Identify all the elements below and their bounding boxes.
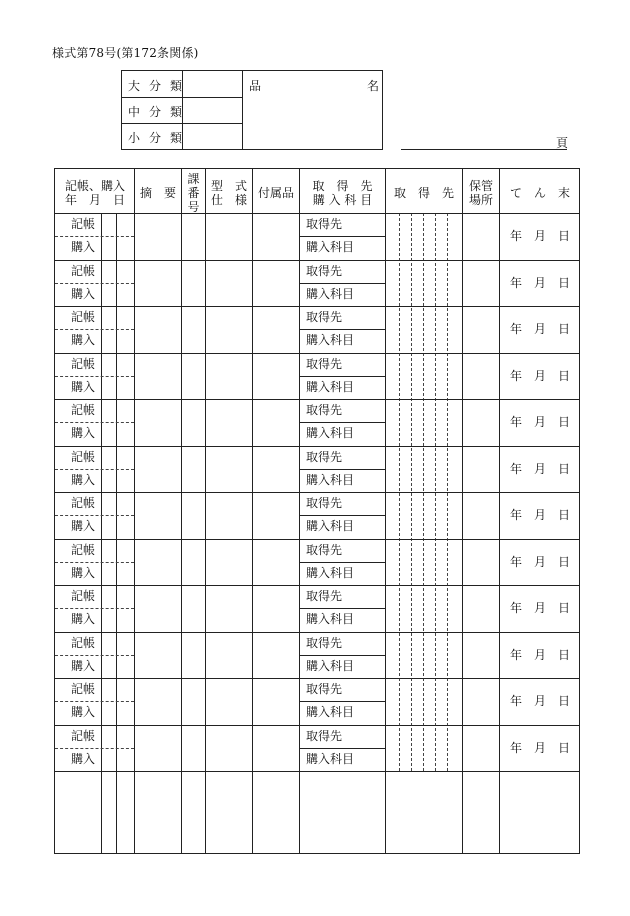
column-rule — [181, 169, 182, 853]
column-rule — [116, 213, 117, 853]
cell-purchase: 購入 — [71, 240, 96, 254]
col-section-no-1: 課 — [187, 172, 200, 186]
cell-purchase-account: 購入科目 — [306, 286, 355, 301]
cell-acquired-from: 取得先 — [306, 403, 343, 417]
row-mid-dashed-rule — [55, 655, 134, 656]
col-record-purchase-top: 記帳、購入 — [64, 179, 125, 193]
cell-record: 記帳 — [71, 496, 96, 510]
header-rule — [55, 213, 579, 214]
col-storage-top: 保管 — [468, 179, 493, 193]
cell-date: 年 月 日 — [509, 368, 570, 383]
ledger-grid — [54, 168, 580, 854]
cell-date: 年 月 日 — [509, 601, 570, 615]
cell-date: 年 月 日 — [509, 554, 570, 569]
row-rule — [55, 446, 579, 447]
cell-record: 記帳 — [71, 310, 96, 324]
row-mid-dashed-rule — [55, 515, 134, 516]
cell-date: 年 月 日 — [509, 229, 570, 243]
column-rule — [299, 169, 300, 853]
cell-purchase: 購入 — [71, 658, 96, 673]
cell-record: 記帳 — [71, 682, 96, 696]
row-rule — [55, 632, 579, 633]
cell-purchase-account: 購入科目 — [306, 472, 355, 487]
cell-purchase-account: 購入科目 — [306, 751, 355, 766]
cell-acquired-from: 取得先 — [306, 589, 343, 603]
row-mid-dashed-rule — [55, 236, 134, 237]
row-mid-dashed-rule — [55, 329, 134, 330]
row-rule — [55, 353, 579, 354]
cell-purchase-account: 購入科目 — [306, 426, 355, 440]
row-mid-rule — [299, 236, 385, 237]
middle-category-label: 中分類 — [128, 105, 192, 119]
cell-purchase-account: 購入科目 — [306, 705, 355, 719]
row-mid-rule — [299, 283, 385, 284]
cell-acquired-from: 取得先 — [306, 263, 343, 278]
cell-purchase: 購入 — [71, 519, 96, 533]
row-mid-rule — [299, 748, 385, 749]
row-mid-rule — [299, 376, 385, 377]
cell-date: 年 月 日 — [509, 461, 570, 476]
row-mid-dashed-rule — [55, 422, 134, 423]
cell-purchase-account: 購入科目 — [306, 612, 355, 626]
cell-date: 年 月 日 — [509, 508, 570, 522]
cell-acquired-from: 取得先 — [306, 496, 343, 510]
column-rule — [134, 169, 135, 853]
cell-acquired-from: 取得先 — [306, 310, 343, 324]
row-rule — [55, 399, 579, 400]
col-section-no-2: 番 — [187, 186, 200, 200]
cell-date: 年 月 日 — [509, 694, 570, 708]
row-mid-rule — [299, 701, 385, 702]
row-mid-dashed-rule — [55, 608, 134, 609]
row-rule — [55, 260, 579, 261]
cell-record: 記帳 — [71, 356, 96, 371]
cell-purchase-account: 購入科目 — [306, 333, 355, 347]
cell-record: 記帳 — [71, 728, 96, 743]
minor-category-label: 小分類 — [128, 131, 192, 145]
cell-purchase-account: 購入科目 — [306, 658, 355, 673]
col-record-purchase-bottom: 年 月 日 — [64, 193, 125, 207]
col-section-no-3: 号 — [187, 200, 200, 214]
cell-record: 記帳 — [71, 589, 96, 603]
cell-purchase: 購入 — [71, 379, 96, 394]
column-rule — [462, 169, 463, 853]
item-name-label-2: 名 — [367, 79, 380, 93]
cell-acquired-from: 取得先 — [306, 356, 343, 371]
cell-purchase-account: 購入科目 — [306, 565, 355, 580]
category-header-box — [121, 70, 383, 150]
cell-date: 年 月 日 — [509, 322, 570, 336]
column-rule — [385, 169, 386, 853]
row-mid-dashed-rule — [55, 562, 134, 563]
cell-purchase: 購入 — [71, 286, 96, 301]
row-mid-rule — [299, 422, 385, 423]
row-mid-dashed-rule — [55, 376, 134, 377]
cell-date: 年 月 日 — [509, 415, 570, 429]
col-acquired-from-bottom: 購 入 科 目 — [312, 193, 373, 207]
row-mid-dashed-rule — [55, 283, 134, 284]
row-mid-rule — [299, 562, 385, 563]
cell-record: 記帳 — [71, 217, 96, 231]
cell-acquired-from: 取得先 — [306, 728, 343, 743]
col-disposal: て ん 末 — [509, 186, 570, 200]
cell-acquired-from: 取得先 — [306, 449, 343, 464]
row-mid-dashed-rule — [55, 748, 134, 749]
col-acquired-from-2: 取 得 先 — [393, 186, 454, 200]
cell-purchase: 購入 — [71, 705, 96, 719]
cell-record: 記帳 — [71, 635, 96, 650]
cell-record: 記帳 — [71, 403, 96, 417]
col-storage-bottom: 場所 — [468, 193, 493, 207]
item-name-label-1: 品 — [249, 79, 262, 93]
column-rule — [205, 169, 206, 853]
column-rule — [101, 213, 102, 853]
col-model-spec-bottom: 仕 様 — [210, 193, 247, 207]
cell-acquired-from: 取得先 — [306, 635, 343, 650]
cell-purchase-account: 購入科目 — [306, 379, 355, 394]
cell-purchase: 購入 — [71, 751, 96, 766]
cell-record: 記帳 — [71, 542, 96, 557]
row-mid-rule — [299, 329, 385, 330]
cell-date: 年 月 日 — [509, 275, 570, 290]
cell-date: 年 月 日 — [509, 647, 570, 662]
col-acquired-from-top: 取 得 先 — [312, 179, 373, 193]
row-mid-rule — [299, 655, 385, 656]
cell-record: 記帳 — [71, 263, 96, 278]
row-rule — [55, 585, 579, 586]
cell-purchase: 購入 — [71, 426, 96, 440]
row-rule — [55, 539, 579, 540]
row-mid-rule — [299, 515, 385, 516]
cell-acquired-from: 取得先 — [306, 542, 343, 557]
page-number-line — [401, 149, 567, 150]
row-mid-dashed-rule — [55, 469, 134, 470]
cell-purchase: 購入 — [71, 612, 96, 626]
cell-purchase-account: 購入科目 — [306, 240, 355, 254]
row-mid-rule — [299, 608, 385, 609]
row-mid-dashed-rule — [55, 701, 134, 702]
form-number: 様式第78号(第172条関係) — [52, 46, 199, 60]
row-rule — [55, 771, 579, 772]
row-rule — [55, 725, 579, 726]
col-model-spec-top: 型 式 — [210, 179, 247, 193]
col-summary: 摘 要 — [139, 186, 176, 200]
col-accessories: 付属品 — [257, 186, 294, 200]
cell-record: 記帳 — [71, 449, 96, 464]
row-rule — [55, 678, 579, 679]
cell-date: 年 月 日 — [509, 740, 570, 755]
major-category-label: 大分類 — [128, 79, 192, 93]
cell-acquired-from: 取得先 — [306, 217, 343, 231]
cell-acquired-from: 取得先 — [306, 682, 343, 696]
row-mid-rule — [299, 469, 385, 470]
row-rule — [55, 306, 579, 307]
column-rule — [252, 169, 253, 853]
cell-purchase: 購入 — [71, 472, 96, 487]
page-label: 頁 — [556, 136, 569, 150]
cell-purchase-account: 購入科目 — [306, 519, 355, 533]
cell-purchase: 購入 — [71, 565, 96, 580]
row-rule — [55, 492, 579, 493]
cell-purchase: 購入 — [71, 333, 96, 347]
